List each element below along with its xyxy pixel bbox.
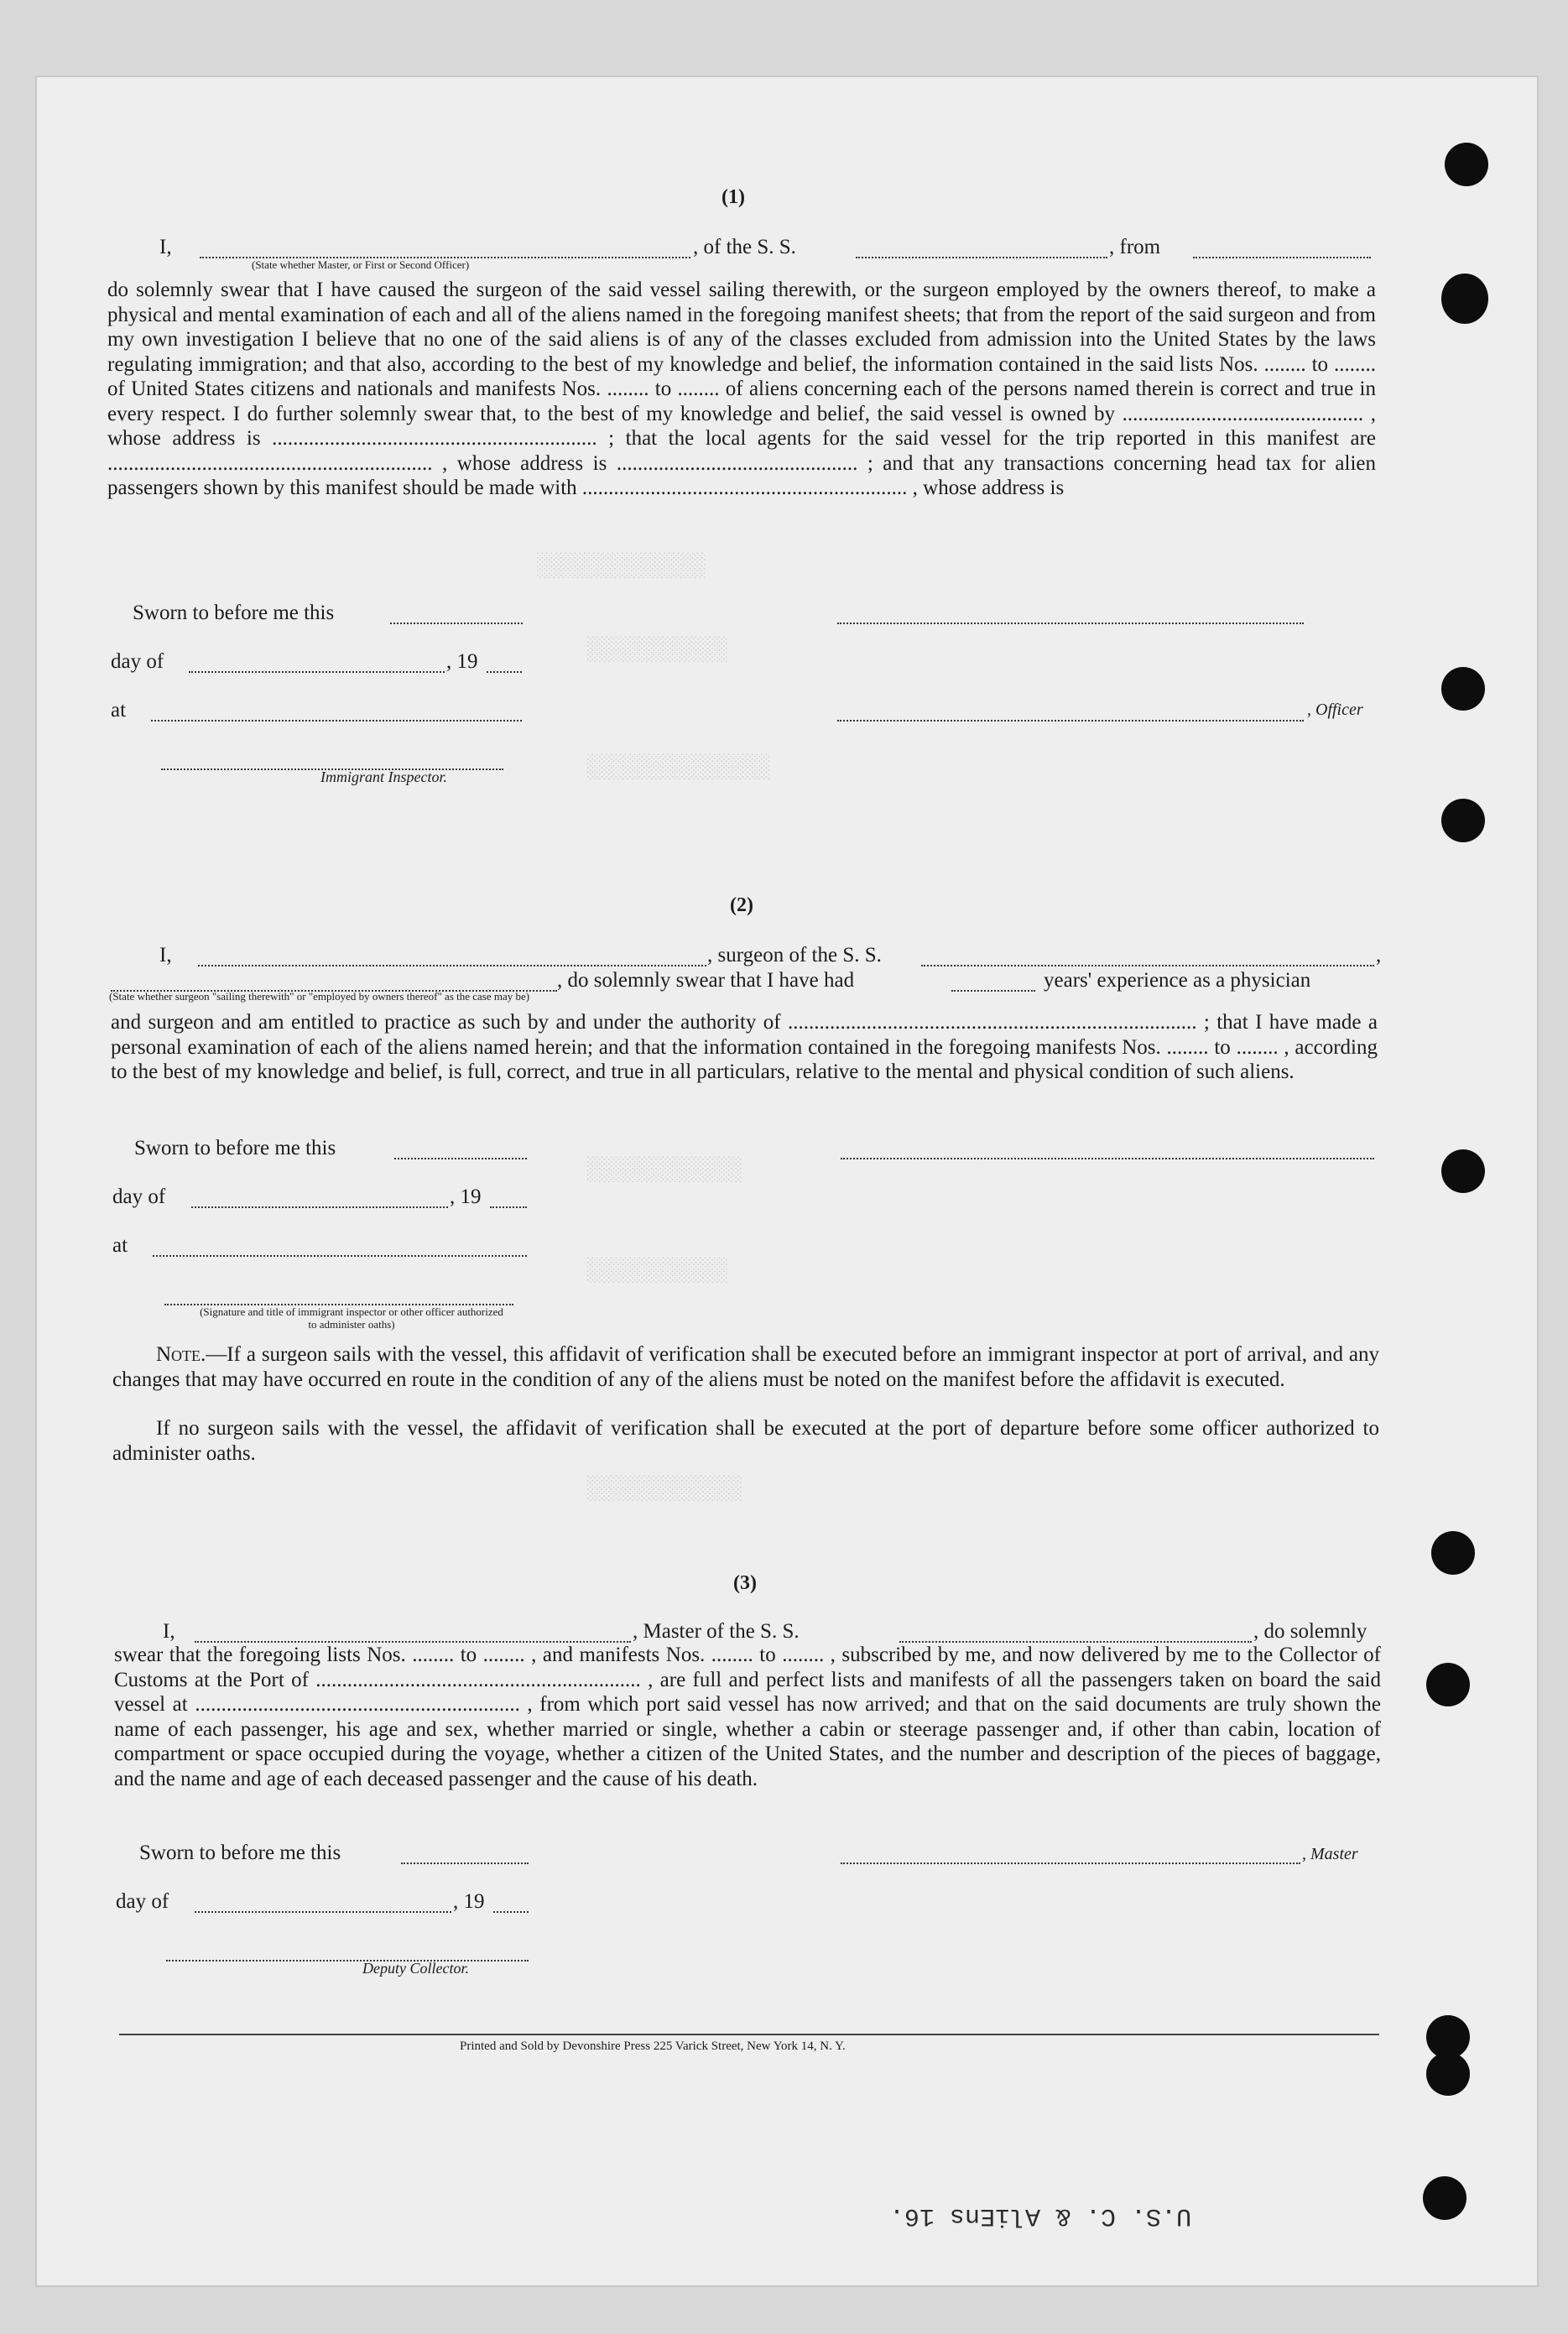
year-field[interactable] [490, 1191, 527, 1208]
immigrant-inspector-label: Immigrant Inspector. [320, 768, 447, 785]
bleed-through-mark: ░░░░░░░░░░░ [587, 1477, 742, 1503]
years-label: years' experience as a physician [1044, 969, 1311, 992]
punch-hole [1441, 799, 1485, 842]
footer-divider [119, 2034, 1379, 2035]
sworn-date-field[interactable] [401, 1847, 529, 1864]
year-field[interactable] [487, 656, 522, 673]
bleed-through-mark: ░░░░░░░░░░░░ [537, 554, 706, 580]
month-field[interactable] [195, 1896, 451, 1913]
punch-hole [1426, 2052, 1470, 2096]
year-label: , 19 [453, 1890, 485, 1913]
sworn-label: Sworn to before me this [133, 602, 335, 624]
vessel-name-field[interactable] [921, 950, 1374, 966]
oath-i-label: I, [163, 1620, 175, 1643]
sworn-date-field[interactable] [390, 607, 523, 624]
note-label: Note. [156, 1343, 206, 1366]
punch-hole [1426, 1663, 1470, 1706]
of-the-ss-label: , of the S. S. [693, 236, 796, 258]
surgeon-note [112, 1342, 1379, 1392]
printer-credit: Printed and Sold by Devonshire Press 225 Varick Street, New York 14, N. Y. [460, 2040, 846, 2053]
no-surgeon-note: If no surgeon sails with the vessel, the affidavit of verification shall be executed at the port of departure before some officer authorized to administer oaths. [112, 1417, 1379, 1465]
place-field[interactable] [153, 1240, 527, 1257]
years-experience-field[interactable] [951, 975, 1035, 992]
sworn-label: Sworn to before me this [139, 1842, 341, 1864]
punch-hole [1441, 1149, 1485, 1193]
oath-i-label: I, [159, 944, 172, 966]
at-label: at [112, 1234, 128, 1257]
bleed-through-mark: ░░░░░░░░░░ [587, 1258, 729, 1284]
signature-field[interactable] [837, 607, 1304, 624]
note-text: —If a surgeon sails with the vessel, this affidavit of verification shall be executed before an immigrant inspector at port of arrival, and any changes that may have occurred en route in the condition of any of the aliens must be noted on the manifest before the affidavit is executed. [112, 1343, 1379, 1391]
archive-stamp: U.S. C. & AliEns 16. [889, 2201, 1192, 2230]
officer-label: , Officer [1307, 701, 1363, 719]
master-of-ss-label: , Master of the S. S. [633, 1620, 800, 1643]
from-port-field[interactable] [1193, 242, 1371, 258]
officer-signature-field[interactable] [837, 705, 1304, 722]
surgeon-signature-field[interactable] [841, 1143, 1374, 1159]
day-of-label: day of [112, 1185, 166, 1208]
inspector-signature-field[interactable] [161, 753, 503, 770]
comma: , [1376, 944, 1382, 966]
year-field[interactable] [493, 1896, 529, 1913]
bleed-through-mark: ░░░░░░░░░░ [587, 638, 729, 664]
swear-label: , do solemnly swear that I have had [557, 969, 855, 992]
deputy-collector-label: Deputy Collector. [362, 1960, 469, 1977]
section-3-oath-text: swear that the foregoing lists Nos. ........ to ........ , and manifests Nos. ........ to ........ , subscribed by me, and now delivered by me to the Collector of Customs at the Port of .............................................................. , are full and perfect lists and manifests of all the passengers taken on board the said vessel at .............................................................. , from which port said vessel has now arrived; and that on the said documents are truly shown the name of each passenger, his age and sex, whether married or single, whether a cabin or steerage passenger and, if other than cabin, location of compartment or space occupied during the voyage, whether a citizen of the United States, and the number and description of the pieces of baggage, and the name and age of each deceased passenger and the cause of his death. [114, 1644, 1381, 1790]
collector-signature-field[interactable] [166, 1945, 529, 1961]
do-solemnly-label: , do solemnly [1253, 1620, 1367, 1643]
year-label: , 19 [450, 1185, 482, 1208]
month-field[interactable] [191, 1191, 448, 1208]
bleed-through-mark: ░░░░░░░░░░░ [587, 1158, 742, 1184]
year-label: , 19 [446, 650, 478, 673]
punch-hole [1423, 2176, 1466, 2220]
master-label: , Master [1302, 1845, 1358, 1863]
punch-hole [1441, 667, 1485, 711]
place-field[interactable] [151, 705, 522, 722]
surgeon-status-field[interactable] [111, 975, 557, 992]
section-1-heading: (1) [721, 186, 745, 208]
surgeon-of-ss-label: , surgeon of the S. S. [707, 944, 882, 966]
surgeon-name-field[interactable] [198, 950, 706, 966]
signature-title-note: (Signature and title of immigrant inspector or other officer authorized to administer oaths) [200, 1305, 503, 1331]
sworn-label: Sworn to before me this [134, 1137, 336, 1159]
officer-name-field[interactable] [200, 242, 690, 258]
inspector-signature-field[interactable] [164, 1289, 513, 1305]
master-name-field[interactable] [195, 1626, 631, 1643]
from-label: , from [1109, 236, 1161, 258]
section-3-heading: (3) [733, 1572, 757, 1594]
oath-i-label: I, [159, 236, 172, 258]
bleed-through-mark: ░░░░░░░░░░░░░ [587, 755, 771, 781]
punch-hole [1441, 274, 1488, 324]
day-of-label: day of [116, 1890, 169, 1913]
officer-rank-note: (State whether Master, or First or Second Officer) [252, 258, 470, 271]
section-2-oath-text: and surgeon and am entitled to practice as such by and under the authority of .............................................................................. ; that I have made a personal examination of each of the aliens named herein; and that the information contained in the foregoing manifests Nos. ........ to ........ , according to the best of my knowledge and belief, is full, correct, and true in all particulars, relative to the mental and physical condition of such aliens. [111, 1011, 1378, 1083]
month-field[interactable] [189, 656, 445, 673]
punch-hole [1445, 143, 1488, 186]
day-of-label: day of [111, 650, 164, 673]
punch-hole [1431, 1531, 1475, 1575]
surgeon-status-note: (State whether surgeon "sailing therewith" or "employed by owners thereof" as the case may be) [109, 990, 530, 1003]
section-2-heading: (2) [730, 894, 753, 916]
section-1-oath-text: do solemnly swear that I have caused the surgeon of the said vessel sailing therewith, or the surgeon employed by the owners thereof, to make a physical and mental examination of each and all of the aliens named in the foregoing manifest sheets; that from the report of the said surgeon and from my own investigation I believe that no one of the said aliens is of any of the classes excluded from admission into the United States by the laws regulating immigration; and that also, according to the best of my knowledge and belief, the information contained in the said lists Nos. ........ to ........ of United States citizens and nationals and manifests Nos. ........ to ........ of aliens concerning each of the persons named therein is correct and true in every respect. I do further solemnly swear that, to the best of my knowledge and belief, the said vessel is owned by .............................................. , whose address is .............................................................. ; that the local agents for the said vessel for the trip reported in this manifest are .............................................................. , whose address is .............................................. ; and that any transactions concerning head tax for alien passengers shown by this manifest should be made with .............................................................. , whose address is [107, 279, 1376, 499]
vessel-name-field[interactable] [899, 1626, 1252, 1643]
at-label: at [111, 699, 127, 722]
master-signature-field[interactable] [841, 1847, 1300, 1864]
sworn-date-field[interactable] [394, 1143, 527, 1159]
vessel-name-field[interactable] [856, 242, 1107, 258]
